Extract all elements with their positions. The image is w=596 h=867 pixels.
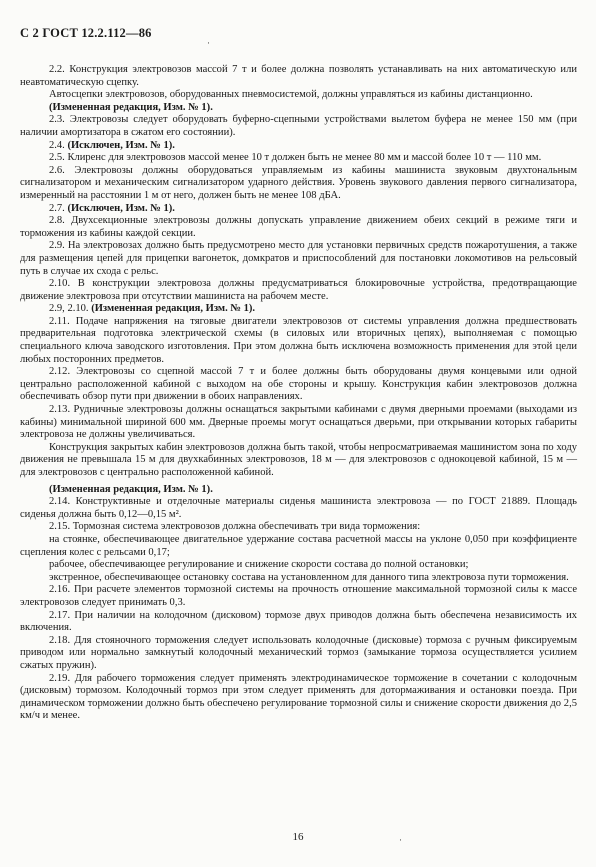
paragraph: 2.11. Подаче напряжения на тяговые двигатели электровозов от системы управления должна предшествовать предварительная подготовка электрической схемы (в силовых или вторичных цепях), выполняемая с помощью специального ключа заводского изготовления. При этом должна быть исключена возможность применения для этой цели любых посторонних предметов. [20, 315, 577, 365]
paragraph: 2.10. В конструкции электровоза должны предусматриваться блокировочные устройства, предотвращающие движение электровоза при отсутствии машиниста на рабочем месте. [20, 278, 577, 302]
paragraph: 2.3. Электровозы следует оборудовать буферно-сцепными устройствами вылетом буфера не менее 150 мм (при наличии амортизатора в сжатом его состоянии). [20, 114, 577, 138]
page-number: 16 [292, 831, 304, 843]
paragraph: Автосцепки электровозов, оборудованных пневмосистемой, должны управляться из кабины дистанционно. [49, 89, 533, 101]
paragraph: (Измененная редакция, Изм. № 1). [49, 483, 213, 495]
paragraph: 2.9, 2.10. (Измененная редакция, Изм. № 1). [49, 303, 256, 315]
paragraph: 2.7. (Исключен, Изм. № 1). [49, 202, 175, 214]
document-header: С 2 ГОСТ 12.2.112—86 [20, 26, 152, 40]
paragraph: 2.15. Тормозная система электровозов должна обеспечивать три вида торможения: [49, 521, 421, 533]
paragraph: 2.18. Для стояночного торможения следует использовать колодочные (дисковые) тормоза с ручным фиксируемым приводом или нормально замкнутый колодочный механический тормоз (замыкание тормоза осуществляется усилием сжатых пружин). [20, 634, 577, 671]
paragraph: Конструкция закрытых кабин электровозов должна быть такой, чтобы непросматриваемая машинистом зона по ходу движения не превышала 15 м для двухкабинных электровозов, 18 м — для электровозов с однокоцевой кабиной, 15 м — для электровозов с центрально расположенной кабиной. [20, 441, 577, 478]
paragraph: рабочее, обеспечивающее регулирование и снижение скорости состава до полной остановки; [49, 559, 469, 571]
paragraph: экстренное, обеспечивающее остановку состава на установленном для данного типа электровоза пути торможения. [49, 571, 569, 583]
paragraph: 2.13. Рудничные электровозы должны оснащаться закрытыми кабинами с двумя дверными проемами (выходами из кабины) минимальной шириной 600 мм. Дверные проемы могут оснащаться дверьми, при открывании которых габариты электровоза не должны увеличиваться. [20, 404, 577, 441]
paragraph: 2.19. Для рабочего торможения следует применять электродинамическое торможение в сочетании с колодочным (дисковым) тормозом. Колодочный тормоз при этом следует применять для дотормаживания и остановки поезда. При динамическом торможении должно быть обеспечено регулирование тормозной силы и снижение скорости движения до 2,5 км/ч и менее. [20, 672, 577, 722]
paragraph: 2.2. Конструкция электровозов массой 7 т и более должна позволять устанавливать на них автоматическую или неавтоматическую сцепку. [20, 64, 577, 88]
paragraph: 2.14. Конструктивные и отделочные материалы сиденья машиниста электровоза — по ГОСТ 21889. Площадь сиденья должна быть 0,12—0,15 м². [20, 496, 577, 520]
paragraph: на стоянке, обеспечивающее двигательное удержание состава расчетной массы на уклоне 0,050 при коэффициенте сцепления колес с рельсами 0,17; [20, 533, 577, 558]
paragraph: 2.6. Электровозы должны оборудоваться управляемым из кабины машиниста звуковым двухтональным сигнализатором и механическим сигнализатором ударного действия. Уровень звукового давления первого сигнализатора, измеренный на расстоянии 1 м от него, должен быть не менее 108 дБА. [20, 164, 577, 201]
scan-speck: · [399, 835, 402, 845]
scan-speck: · [207, 38, 210, 48]
paragraph: (Измененная редакция, Изм. № 1). [49, 101, 213, 113]
paragraph: 2.17. При наличии на колодочном (дисковом) тормозе двух приводов должна быть обеспечена независимость их включения. [20, 609, 577, 634]
paragraph: 2.9. На электровозах должно быть предусмотрено место для установки первичных средств пожаротушения, а также для размещения цепей для прицепки вагонеток, домкратов и приспособлений для постановки локомотивов на рельсовый путь в случае их схода с рельс. [20, 240, 577, 277]
document-body [20, 64, 577, 723]
paragraph: 2.12. Электровозы со сцепной массой 7 т и более должны быть оборудованы двумя концевыми или одной центрально расположенной кабиной с выходом на обе стороны и крышу. Конструкция кабин электровозов должна обеспечивать обзор пути при движении в обоих направлениях. [20, 366, 577, 403]
paragraph: 2.5. Клиренс для электровозов массой менее 10 т должен быть не менее 80 мм и массой более 10 т — 110 мм. [49, 152, 542, 164]
paragraph: 2.8. Двухсекционные электровозы должны допускать управление движением обеих секций в режиме тяги и торможения из кабины каждой секции. [20, 215, 577, 239]
paragraph: 2.4. (Исключен, Изм. № 1). [49, 139, 175, 151]
paragraph: 2.16. При расчете элементов тормозной системы на прочность отношение максимальной тормозной силы к массе электровозов следует принимать 0,3. [20, 584, 577, 608]
